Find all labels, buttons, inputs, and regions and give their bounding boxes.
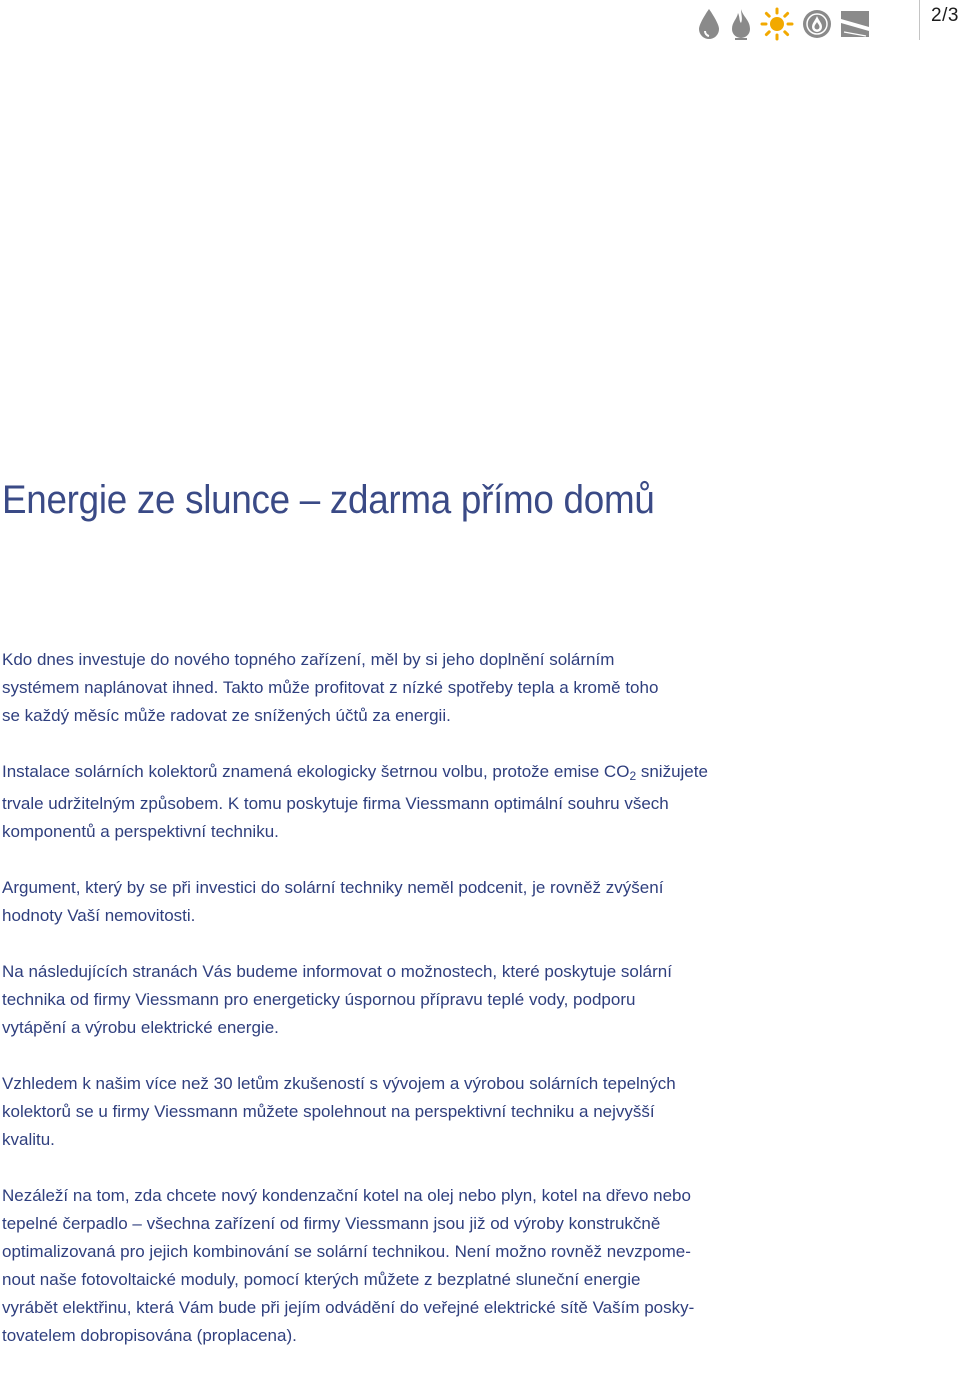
text-line: tovatelem dobropisována (proplacena). [2, 1326, 297, 1345]
wood-biomass-icon [801, 8, 833, 40]
page-title: Energie ze slunce – zdarma přímo domů [2, 478, 655, 522]
text-line: kvalitu. [2, 1130, 55, 1149]
paragraph-ecology [2, 758, 802, 846]
energy-icons-row [696, 6, 877, 42]
body-text [2, 646, 802, 1378]
text-line: vytápění a výrobu elektrické energie. [2, 1018, 279, 1037]
text-line: se každý měsíc může radovat ze snížených účtů za energii. [2, 706, 451, 725]
gas-flame-icon [729, 7, 753, 41]
paragraph-property-value [2, 874, 802, 930]
paragraph-compatibility [2, 1182, 802, 1350]
text-line: Argument, který by se při investici do solární techniky neměl podcenit, je rovněž zvýšení [2, 878, 664, 897]
header-divider [919, 0, 920, 40]
text-line: vyrábět elektřinu, která Vám bude při jejím odvádění do veřejné elektrické sítě Vaším posky- [2, 1298, 695, 1317]
text-line: kolektorů se u firmy Viessmann můžete spolehnout na perspektivní techniku a nejvyšší [2, 1102, 655, 1121]
text-fragment: Instalace solárních kolektorů znamená ekologicky šetrnou volbu, protože emise CO [2, 762, 630, 781]
text-line: technika od firmy Viessmann pro energeticky úspornou přípravu teplé vody, podporu [2, 990, 636, 1009]
text-line: trvale udržitelným způsobem. K tomu poskytuje firma Viessmann optimální souhru všech [2, 794, 669, 813]
text-line [2, 758, 802, 790]
text-fragment: snižujete [636, 762, 708, 781]
paragraph-experience [2, 1070, 802, 1154]
text-line: Kdo dnes investuje do nového topného zařízení, měl by si jeho doplnění solárním [2, 650, 615, 669]
text-line: komponentů a perspektivní techniku. [2, 822, 279, 841]
co2-subscript: 2 [629, 769, 637, 783]
text-line: optimalizovaná pro jejich kombinování se solární technikou. Není možno rovněž nevzpome- [2, 1242, 691, 1261]
text-line: Vzhledem k našim více než 30 letům zkušeností s vývojem a výrobou solárních tepelných [2, 1074, 676, 1093]
text-line: nout naše fotovoltaické moduly, pomocí kterých můžete z bezplatné sluneční energie [2, 1270, 641, 1289]
text-line: Na následujících stranách Vás budeme informovat o možnostech, které poskytuje solární [2, 962, 672, 981]
text-line: Nezáleží na tom, zda chcete nový kondenzační kotel na olej nebo plyn, kotel na dřevo nebo [2, 1186, 691, 1205]
text-line: tepelné čerpadlo – všechna zařízení od firmy Viessmann jsou již od výroby konstrukčně [2, 1214, 661, 1233]
paragraph-following-pages [2, 958, 802, 1042]
oil-drop-icon [696, 7, 722, 41]
paragraph-intro [2, 646, 802, 730]
heat-pump-icon [840, 9, 870, 39]
text-line: systémem naplánovat ihned. Takto může profitovat z nízké spotřeby tepla a kromě toho [2, 678, 659, 697]
sun-icon [760, 7, 794, 41]
text-line: hodnoty Vaší nemovitosti. [2, 906, 196, 925]
page-number: 2/3 [931, 5, 959, 26]
